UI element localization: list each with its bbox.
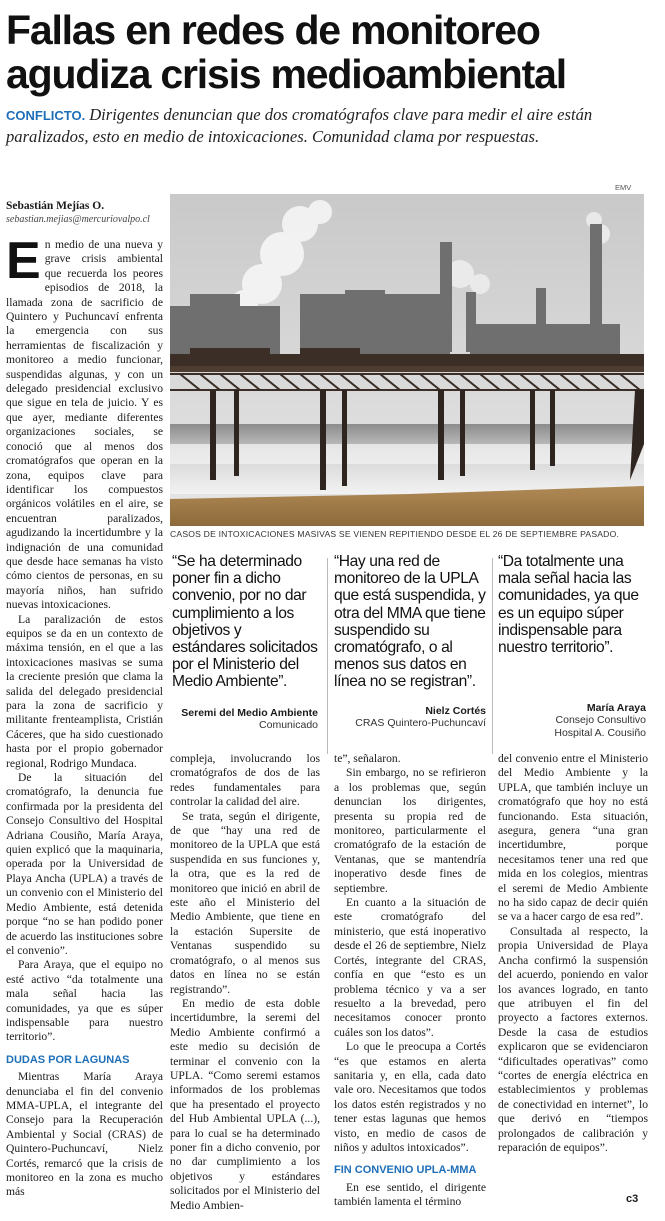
headline-line-2: agudiza crisis medioambiental [6, 51, 566, 97]
kicker: CONFLICTO. [6, 108, 86, 123]
end-mark: c3 [626, 1193, 639, 1205]
column-divider [492, 558, 493, 754]
paragraph: Para Araya, que el equipo no esté activo “da totalmente una mala señal hacia las comunidades, ya que es súper indispensable para nuestro territorio”. [6, 958, 163, 1044]
body-column-2 [170, 752, 320, 1213]
paragraph: Lo que le preocupa a Cortés “es que estamos en alerta sanitaria y, en ella, cada dato vale oro. Necesitamos que todos los datos estén registrados y no tener estas lagunas que hemos visto, en medio de casos de niños y adultos intoxicados”. [334, 1040, 486, 1154]
paragraph: Consultada al respecto, la propia Universidad de Playa Ancha confirmó la suspensión del acuerdo, poniendo en valor los avances logrado, en tanto que atribuyen el fin del proyecto a factores externos. Desde la casa de estudios explicaron que se evidenciaron “dificultades operativas” como “cortes de energía eléctrica en establecimientos y problemas de conectividad en internet”, lo que derivó en “tiempos prolongados de calibración y reparación de equipos”. [498, 924, 648, 1154]
body-column-1 [6, 232, 163, 1200]
quote-source: María Araya [586, 702, 646, 715]
paragraph: Mientras María Araya denunciaba el fin del convenio MMA-UPLA, el integrante del Consejo para la Recuperación Ambiental y Social (CRAS) de Quintero-Puchuncaví, Nielz Cortés, remarcó que la crisis de monitoreo en la zona es mucho más [6, 1070, 163, 1199]
paragraph: De la situación del cromatógrafo, la denuncia fue confirmada por la presidenta del Consejo Consultivo del Hospital Adriana Cousiño, María Araya, quien explicó que la maquinaria, operada por la Universidad de Playa Ancha (UPLA) a través de un convenio con el Ministerio del Medio Ambiente, está detenida porque “no se han podido poner de acuerdo las instituciones sobre el convenio”. [6, 771, 163, 957]
photo-illustration [170, 194, 644, 526]
pull-quote-cortes [334, 553, 486, 730]
author-email[interactable]: sebastian.mejias@mercuriovalpo.cl [6, 214, 150, 225]
headline-line-1: Fallas en redes de monitoreo [6, 7, 540, 53]
quote-role: Comunicado [259, 718, 318, 731]
quote-role: CRAS Quintero-Puchuncaví [355, 716, 486, 729]
subhead: FIN CONVENIO UPLA-MMA [334, 1164, 477, 1177]
paragraph: compleja, involucrando los cromatógrafos de dos de las redes fundamentales para controlar la calidad del aire. [170, 752, 320, 809]
quote-source: Seremi del Medio Ambiente [181, 706, 318, 719]
photo-caption: CASOS DE INTOXICACIONES MASIVAS SE VIENEN REPITIENDO DESDE EL 26 DE SEPTIEMBRE PASADO. [170, 529, 620, 539]
author-name: Sebastián Mejías O. [6, 200, 105, 212]
quote-text: “Se ha determinado poner fin a dicho convenio, por no dar cumplimiento a los objetivos y estándares solicitados por el Ministerio del Medio Ambiente”. [172, 553, 318, 691]
pull-quote-araya [498, 553, 646, 740]
quote-role-2: Hospital A. Cousiño [554, 727, 646, 740]
quote-source: Nielz Cortés [425, 704, 486, 717]
column-divider [327, 558, 328, 754]
paragraph: te”, señalaron. [334, 752, 401, 765]
headline [6, 8, 661, 96]
paragraph-text: n medio de una nueva y grave crisis ambiental que recuerda los peores episodios de 2018, la llamada zona de sacrificio de Quintero y Puchuncaví enfrenta la emergencia con sus herramientas de fiscalización y monitoreo a medio funcionar, suspendidas algunas, y con un delegado presidencial exclusivo que sigue en tela de juicio. Y es que ayer, mediante diferentes organizaciones sociales, se conoció que al menos dos cromatógrafos que operan en la zona, equipos clave para identificar los compuestos orgánicos volátiles en el aire, se encuentran paralizados, agudizando la incertidumbre y la indignación de una comunidad que desde hace semanas ha visto cómo cientos de personas, en su mayoría niños, han sufrido nuevas intoxicaciones. [6, 238, 163, 612]
body-column-4 [498, 752, 648, 1155]
pull-quote-seremi [172, 553, 318, 732]
byline [6, 199, 166, 227]
paragraph: En medio de esta doble incertidumbre, la seremi del Medio Ambiente confirmó a este medio su decisión de terminar el convenio con la UPLA. “Como seremi estamos informados de los problemas que ha presentado el proyecto del Hub Ambiental UPLA (...), para lo cual se ha determinado poner fin a dicho convenio, por no dar cumplimiento a los objetivos y estándares solicitados por el Ministerio del Medio Ambien- [170, 996, 320, 1212]
drop-cap: E [6, 232, 41, 290]
paragraph: del convenio entre el Ministerio del Medio Ambiente y la UPLA, que también incluye un cromatógrafo que hoy no está funcionando. Esta situación, asegura, genera “una gran incertidumbre, porque necesitamos tener una red que mida en los colegios, mientras el seremi de Medio Ambiente no ha sido capaz de decir quién se va a hacer cargo de esa red”. [498, 752, 648, 924]
paragraph: Se trata, según el dirigente, de que “hay una red de monitoreo de la UPLA que está suspendida en sus funciones y, la otra, que es la red de monitoreo que inició en abril de este año el Ministerio del Medio Ambiente, que tiene en la estación Supersite de Ventanas suspendido su cromatógrafo, o al menos sus datos en línea no se están registrando”. [170, 809, 320, 996]
quote-text: “Da totalmente una mala señal hacia las comunidades, ya que es un equipo súper indispensable para nuestro territorio”. [498, 553, 639, 657]
paragraph: La paralización de estos equipos se da en un contexto de máxima tensión, en el que a las intoxicaciones masivas se suma la creciente presión que clama la salida del delegado presidencial para la zona de sacrificio y militante frenteamplista, Cristián Cáceres, que ha sido cuestionado hasta por el propio gobernador regional, Rodrigo Mundaca. [6, 612, 163, 770]
body-column-3 [334, 752, 486, 1210]
paragraph: En cuanto a la situación de este cromatógrafo del ministerio, que está inoperativo desde el 26 de septiembre, Nielz Cortés, integrante del CRAS, confía en que “esto es un problema técnico y va a ser resuelto a la brevedad, pero necesitamos conocer pronto cuáles son los datos”. [334, 896, 486, 1039]
paragraph [6, 232, 163, 613]
paragraph: En ese sentido, el dirigente también lamenta el término [334, 1180, 486, 1209]
quote-role: Consejo Consultivo [555, 714, 646, 727]
deck [6, 104, 661, 147]
photo-credit: EMV [615, 183, 632, 192]
deck-text: Dirigentes denuncian que dos cromatógrafos clave para medir el aire están paralizados, esto en medio de intoxicaciones. Comunidad clama por respuestas. [6, 105, 593, 146]
paragraph: Sin embargo, no se refirieron a los problemas que, según denuncian los dirigentes, presenta su propia red de monitoreo, particularmente el cromatógrafo de la estación de Ventanas, que se mantendría inoperativo desde fines de septiembre. [334, 766, 486, 895]
industrial-photo [170, 194, 644, 526]
quote-text: “Hay una red de monitoreo de la UPLA que está suspendida, y otra del MMA que tiene suspendido su cromatógrafo, o al menos sus datos en línea no se registran”. [334, 553, 486, 691]
subhead: DUDAS POR LAGUNAS [6, 1053, 130, 1066]
